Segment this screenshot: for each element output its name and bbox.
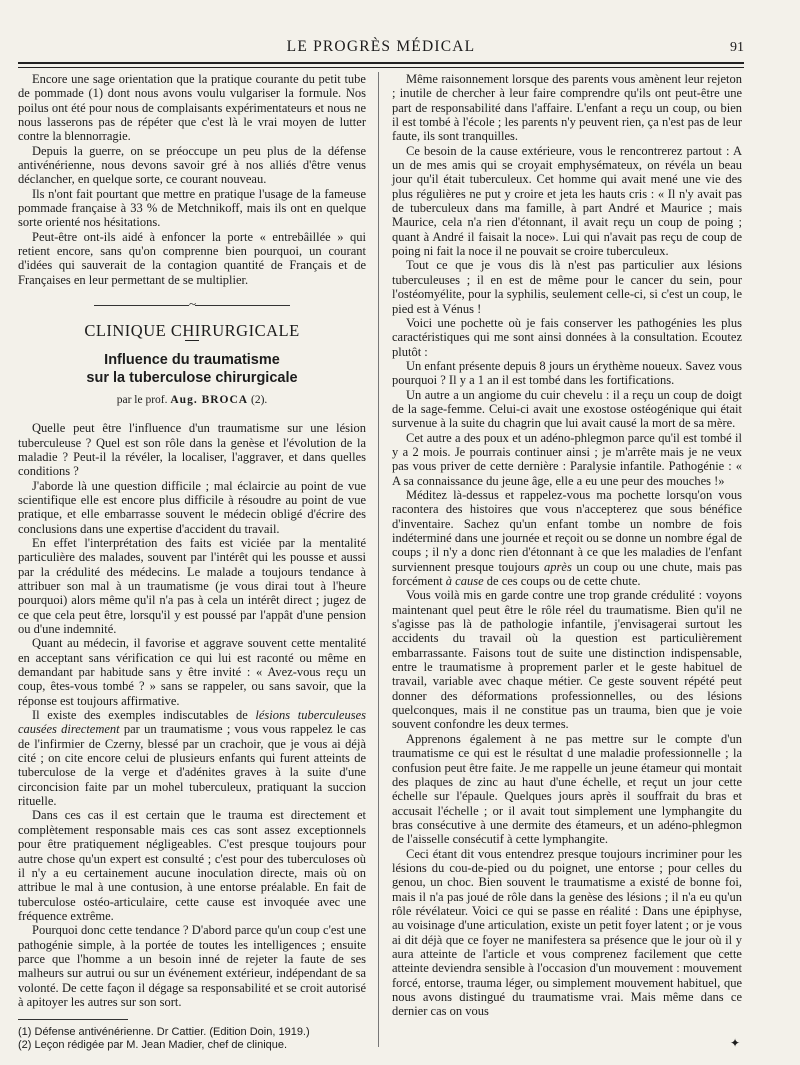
text-run: Il existe des exemples indiscutables de [32, 708, 256, 723]
paragraph [18, 708, 366, 808]
section-ornament: ~ [18, 297, 366, 311]
left-column [18, 72, 366, 1052]
column-separator [378, 72, 379, 1047]
paragraph: Pourquoi donc cette tendance ? D'abord parce qu'un coup c'est une pathogénie simple, à la portée de toutes les intelligences ; ensuite parce que l'homme a un besoin inné de rejeter la faute de ses malheurs sur autrui ou sur un événement extérieur, indépendant de sa volonté. De cette façon il dégage sa responsabilité et se croit autorisé à apitoyer les autres sur son sort. [18, 923, 366, 1009]
byline-prefix: par le prof. [116, 393, 168, 406]
paragraph: Un enfant présente depuis 8 jours un érythème noueux. Savez vous pourquoi ? Il y a 1 an il est tombé dans les fortifications. [392, 358, 742, 388]
paragraph: Apprenons également à ne pas mettre sur le compte d'un traumatisme ce qui est le résultat d une maladie professionnelle ; la confusion peut être faite. Je me rappelle un jeune étameur qui montait des plaques de zinc au haut d'une échelle, et reçut un jour cette échelle sur l'épaule. Quelques jours après il souffrait du bras et accusait l'échelle ; or il avait tout simplement une lymphangite du bras consécutive à une dermite des étameurs, et un adéno-phlegmon de l'aisselle consécutif à cette lymphangite. [392, 731, 742, 847]
section-heading: CLINIQUE CHIRURGICALE [84, 320, 300, 340]
article-title [18, 351, 366, 387]
right-column [392, 72, 742, 1019]
paragraph: Ceci étant dit vous entendrez presque toujours incriminer pour les lésions du cou-de-pied ou du poignet, une entorse ; pour celles du genou, un choc. Bien souvent le traumatisme a existé de bonne foi, mais il n'a pas joué de rôle dans la genèse des lésions ; il n'a eu qu'un rôle révélateur. Voici ce qui se passe en réalité : Dans une épiphyse, au voisinage d'une articulation, existe un petit foyer latent ; or je vous ai dit déjà que ce foyer ne manifestera sa présence que le jour où il y aura atteinte de l'article et vous comprenez facilement que cette atteinte deviendra sensible à l'occasion d'un mouvement : mouvement forcé, entorse, trauma léger, ou simplement mouvement habituel, que nous avons distingué du traumatisme vrai. Mais même dans ce dernier cas on vous [392, 846, 742, 1019]
byline-ref: (2). [250, 393, 268, 406]
end-mark-icon: ✦ [729, 1036, 740, 1050]
paragraph: Depuis la guerre, on se préoccupe un peu plus de la défense antivénérienne, nous devons savoir gré à nos alliés d'être venus déclancher, en quelque sorte, ce courant nouveau. [18, 143, 366, 187]
paragraph: Quelle peut être l'influence d'un traumatisme sur une lésion tuberculeuse ? Quel est son rôle dans la genèse et l'évolution de la maladie ? Peut-il la révéler, la localiser, l'aggraver, et dans quelles conditions ? [18, 421, 366, 479]
footnotes [18, 1026, 366, 1052]
paragraph: Même raisonnement lorsque des parents vous amènent leur rejeton ; inutile de chercher à leur faire comprendre qu'ils ont peut-être une part de responsabilité dans l'affaire. L'enfant a reçu un coup, ou bien il est tombé à l'école ; les parents n'y peuvent rien, ça n'est pas de leur faute, ils sont tranquilles. [392, 72, 742, 144]
italic-run: à cause [445, 574, 484, 589]
paragraph: Peut-être ont-ils aidé à enfoncer la porte « entrebâillée » qui retient encore, sans qu'on comprenne bien pourquoi, un courant d'idées qui sauverait de la contagion quantité de Français et de Françaises en leur permettant de se multiplier. [18, 229, 366, 287]
paragraph: Ce besoin de la cause extérieure, vous le rencontrerez partout : A un de mes amis qui se croyait emphysémateux, on révéla un beau jour qu'il était tuberculeux. Cet homme qui avait mené une vie des plus régulières ne put y croire et jeta les hauts cris : « Il n'y avait pas de tuberculeux dans ma famille, à part André et Maurice ; mais Maurice, cela n'a rien d'étonnant, il avait reçu un coup de poing ; quant à André il faisait la noce». Lui qui n'avait pas reçu de coup de poing ni fait la noce il ne pouvait se croire tuberculeux. [392, 143, 742, 259]
byline [18, 393, 366, 407]
page-number: 91 [730, 40, 744, 55]
paragraph: En effet l'interprétation des faits est viciée par la mentalité particulière des malades, souvent par l'intérêt qui les pousse et aussi par la crédulité des médecins. Le malade a toujours tendance à attribuer son mal à un traumatisme (je vous dirai tout à l'heure pourquoi) alors même qu'il n'a pas à cela un intérêt direct ; jugez de ce que cela peut être, lorsqu'il y est poussé par l'appât d'une pension ou d'une indemnité. [18, 535, 366, 636]
header-rule [18, 62, 744, 68]
page-header [18, 38, 744, 64]
paragraph: J'aborde là une question difficile ; mal éclaircie au point de vue scientifique elle est encore plus difficile à résoudre au point de vue pratique, et elle embarrasse souvent le médecin obligé d'écrire des conclusions dans une expertise d'accident du travail. [18, 478, 366, 536]
paragraph: Tout ce que je vous dis là n'est pas particulier aux lésions tuberculeuses ; il en est de même pour le cancer du sein, pour l'ostéomyélite, pour la syphilis, seulement celle-ci, si c'est un coup, le pied est à Vénus ! [392, 258, 742, 316]
text-run: par un traumatisme ; vous vous rappelez le cas de l'infirmier de Czerny, blessé par un crachoir, que je vous ai déjà cité ; on cite encore celui de plusieurs enfants qui furent atteints de tuberculose de la verge et d'adénites graves à la suite d'une circoncision faite par un mohel tuberculeux, pratiquant la succion rituelle. [18, 722, 366, 809]
paragraph: Vous voilà mis en garde contre une trop grande crédulité : voyons maintenant quel peut être le rôle réel du traumatisme. Bien qu'il ne s'agisse pas là de pathologie infantile, j'envisagerai surtout les accidents du travail où la question est particulièrement embarrassante. Faisons tout de suite une distinction indispensable, entre le traumatisme à proprement parler et le geste habituel de travail, variable avec chaque métier. Ce geste souvent répété peut donner des déformations professionnelles, ou des lésions quelconques, mais il ne constitue pas un trauma, bien que je voie souvent confondre les deux termes. [392, 588, 742, 732]
heading-rule [185, 340, 199, 341]
article-title-line: sur la tuberculose chirurgicale [86, 369, 298, 386]
paragraph [392, 488, 742, 588]
paragraph: Cet autre a des poux et un adéno-phlegmon parce qu'il est tombé il y a 2 mois. Je pourrais continuer ainsi ; je m'arrête mais je ne veux pas vous priver de cette dernière : Paralysie infantile. Pathogénie : « A sa connaissance du jeune âge, elle a eu une peur des mouches !» [392, 430, 742, 488]
article-title-line: Influence du traumatisme [104, 351, 280, 368]
paragraph: Ils n'ont fait pourtant que mettre en pratique l'usage de la fameuse pommade française à 33 % de Metchnikoff, mais ils ont en quelque sorte orienté nos hésitations. [18, 186, 366, 230]
text-run: un coup ou une chute, mais pas forcément [392, 559, 743, 589]
footnote: (2) Leçon rédigée par M. Jean Madier, chef de clinique. [18, 1039, 288, 1052]
italic-run: après [544, 559, 572, 574]
footnote-rule [18, 1019, 128, 1020]
paragraph: Voici une pochette où je fais conserver les pathogénies les plus caractéristiques qui me sont ainsi données à la consultation. Ecoutez plutôt : [392, 315, 742, 359]
text-run: de ces coups ou de cette chute. [483, 574, 641, 589]
paragraph: Quant au médecin, il favorise et aggrave souvent cette mentalité en acceptant sans vérification ce qui lui est raconté ou même en demandant par habitude sans y être invité : « Avez-vous reçu un coup, êtes-vous tombé ? » sans se rappeler, ou sans savoir, que la réponse est toujours affirmative. [18, 636, 366, 708]
paragraph: Un autre a un angiome du cuir chevelu : il a reçu un coup de doigt de la sage-femme. Celui-ci avait une exostose ostéogénique qui était survenue à la suite du chagrin que lui avait causé la mort de sa mère. [392, 387, 742, 431]
paragraph: Encore une sage orientation que la pratique courante du petit tube de pommade (1) dont nous avons voulu vulgariser la formule. Nos poilus ont été pour nous de complaisants expérimentateurs et nous ne nous lasserons pas de répéter que c'est là le vrai moyen de lutter contre la blennorragie. [18, 72, 366, 144]
paragraph: Dans ces cas il est certain que le trauma est directement et complètement responsable mais ces cas sont assez exceptionnels pour être pratiquement négligeables. C'est presque toujours pour autre chose qu'un expert est consulté ; c'est pour des tuberculoses où il n'y a eu certainement aucune inoculation directe, mais où on attribue le mal à une contusion, à une entorse préalable. En fait de tuberculose ostéo-articulaire, cette cause est invoquée avec une fréquence extrême. [18, 808, 366, 923]
byline-author: Aug. BROCA [170, 393, 249, 406]
footnote: (1) Défense antivénérienne. Dr Cattier. (Edition Doin, 1919.) [18, 1026, 310, 1039]
journal-title: LE PROGRÈS MÉDICAL [286, 38, 476, 55]
italic-run: lésions tuberculeuses causées directement [18, 708, 366, 737]
text-run: Méditez là-dessus et rappelez-vous ma pochette lorsqu'on vous racontera des histoires que vous n'accepterez que sous bénéfice d'inventaire. Sachez qu'un enfant tombe un nombre de fois indéterminé dans une journée et reçoit ou se donne un nombre égal de coups ; il n'y a donc rien d'étonnant à ce que les maladies de l'enfant surviennent presque toujours [392, 487, 742, 574]
